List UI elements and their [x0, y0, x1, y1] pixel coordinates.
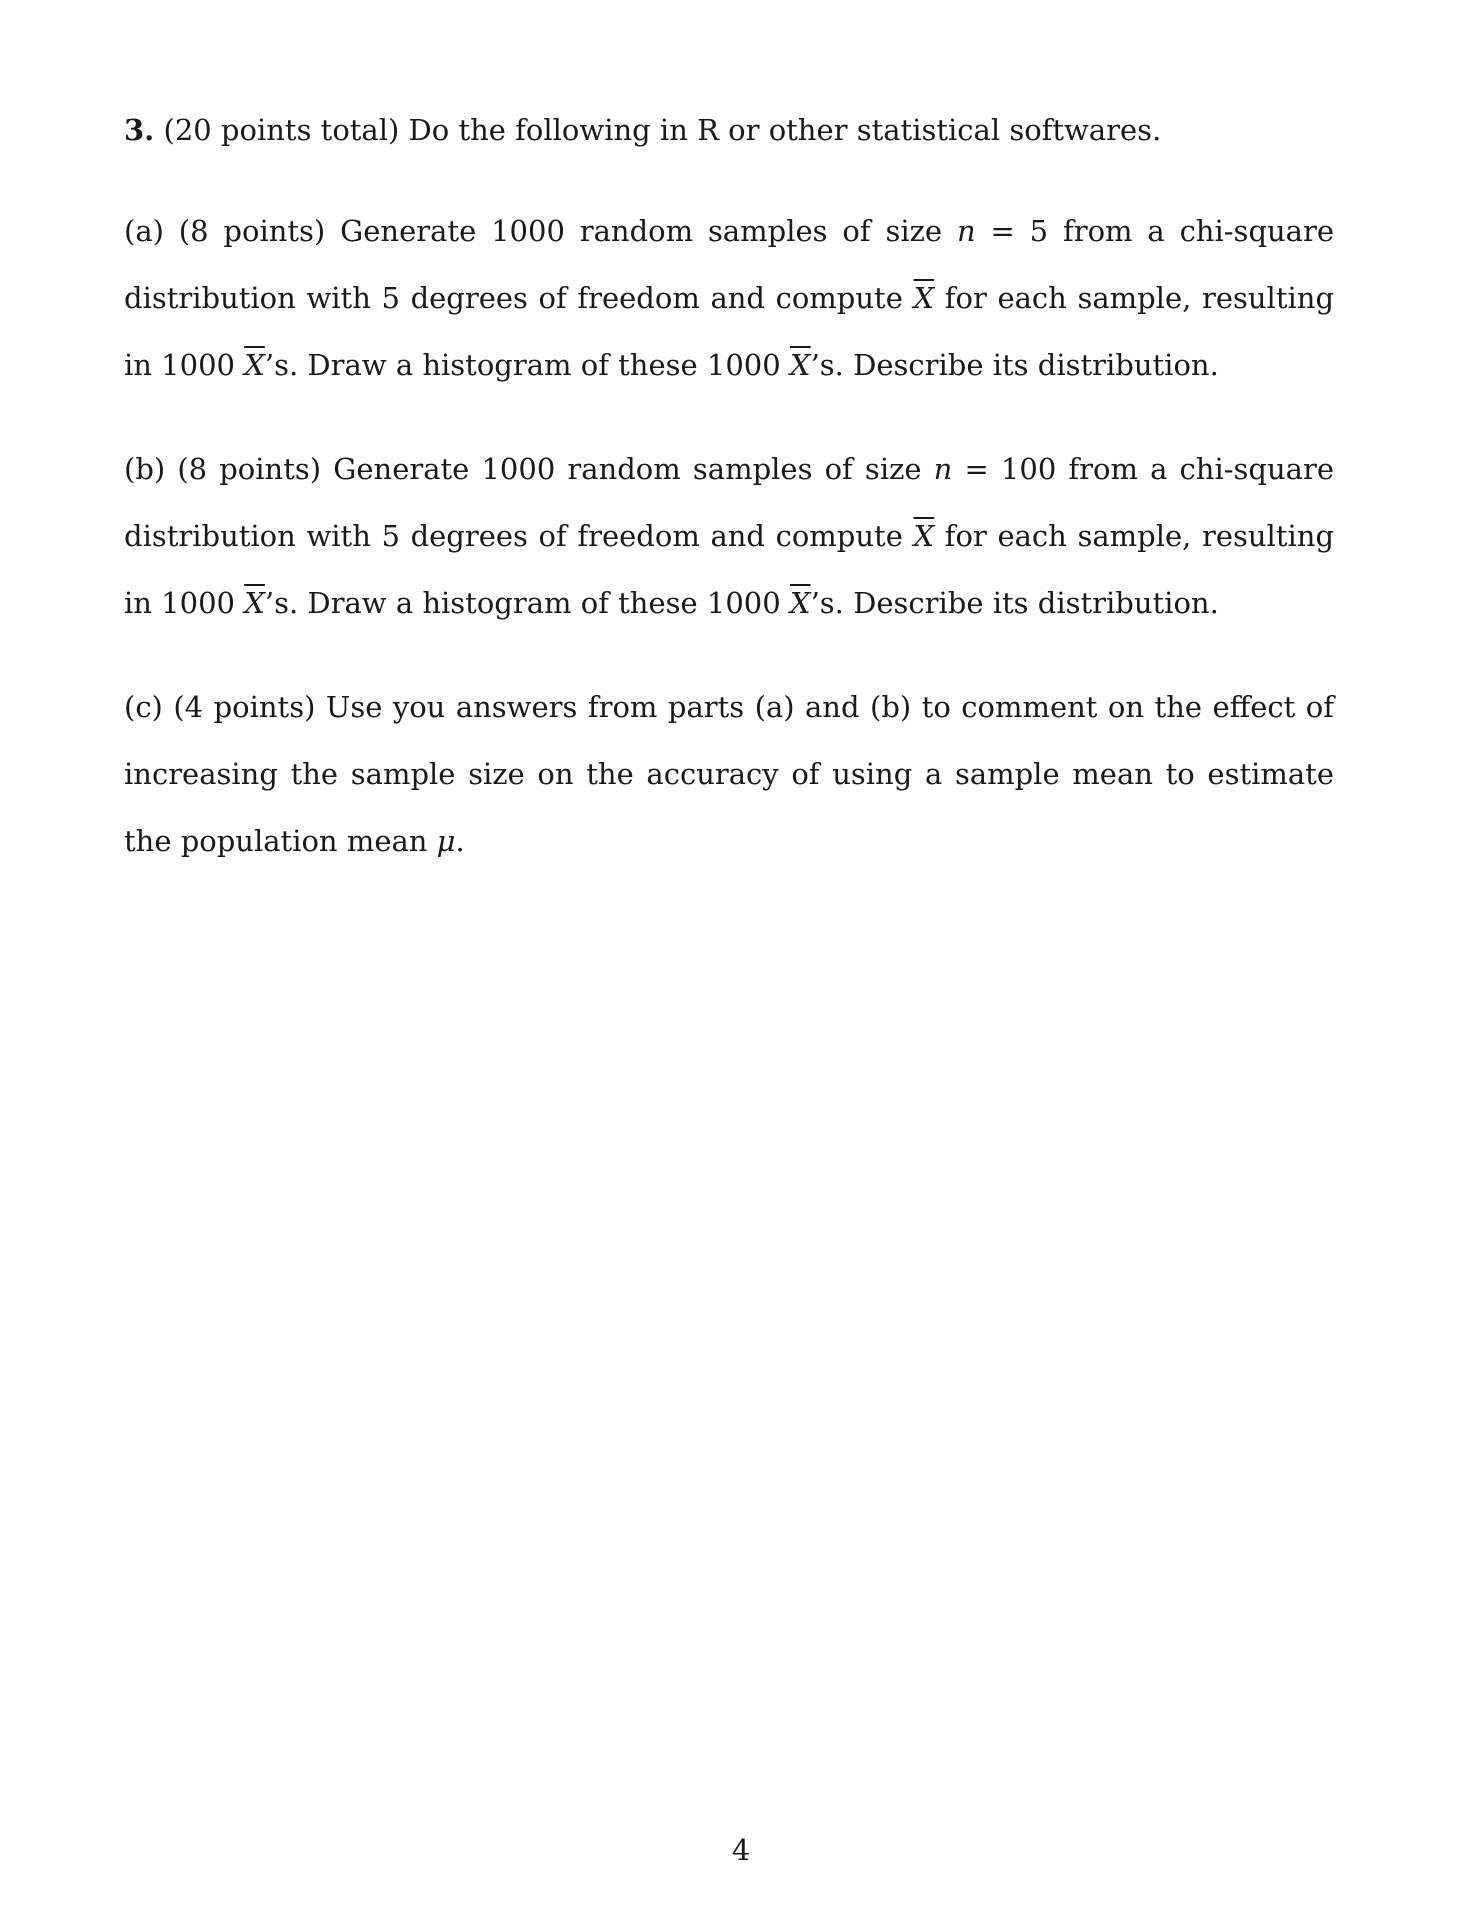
- part-a-text-3: for each sample, resulting in 1000: [124, 281, 1335, 382]
- part-b-text-3: for each sample, resulting in 1000: [124, 519, 1335, 620]
- x-bar-symbol: $\overline{X}$: [789, 348, 811, 382]
- mu-symbol: μ: [436, 824, 456, 858]
- part-c-text-2: .: [455, 824, 465, 858]
- part-b-text-5: ’s. Describe its distribution.: [810, 586, 1219, 620]
- part-b-text-4: ’s. Draw a histogram of these 1000: [264, 586, 790, 620]
- x-bar-symbol: $\overline{X}$: [913, 281, 935, 315]
- part-a-paragraph: [124, 198, 1334, 399]
- variable-n: n: [933, 452, 953, 486]
- question-intro: (20 points total) Do the following in R or other statistical softwares.: [163, 113, 1162, 147]
- part-a-text-4: ’s. Draw a histogram of these 1000: [264, 348, 790, 382]
- x-bar-symbol: $\overline{X}$: [244, 348, 265, 382]
- x-bar-symbol: $\overline{X}$: [789, 586, 811, 620]
- question-heading: [124, 108, 1161, 152]
- part-b-text-1: (b) (8 points) Generate 1000 random samples of size: [124, 452, 934, 486]
- part-a-text-5: ’s. Describe its distribution.: [810, 348, 1219, 382]
- part-b-paragraph: [124, 436, 1334, 637]
- part-c-paragraph: [124, 674, 1334, 875]
- part-a-text-1: (a) (8 points) Generate 1000 random samples of size: [124, 214, 957, 248]
- variable-n: n: [956, 214, 976, 248]
- x-bar-symbol: $\overline{X}$: [244, 586, 265, 620]
- part-c-text-1: (c) (4 points) Use you answers from parts (a) and (b) to comment on the effect of increasing the sample size on the accuracy of using a sample mean to estimate the population mean: [124, 690, 1334, 858]
- part-b-text-2: = 100 from a chi-square distribution with 5 degrees of freedom and compute: [124, 452, 1334, 553]
- part-a-text-2: = 5 from a chi-square distribution with 5 degrees of freedom and compute: [124, 214, 1334, 315]
- x-bar-symbol: $\overline{X}$: [913, 519, 935, 553]
- page-number: 4: [731, 1833, 751, 1867]
- question-number: 3.: [124, 113, 155, 147]
